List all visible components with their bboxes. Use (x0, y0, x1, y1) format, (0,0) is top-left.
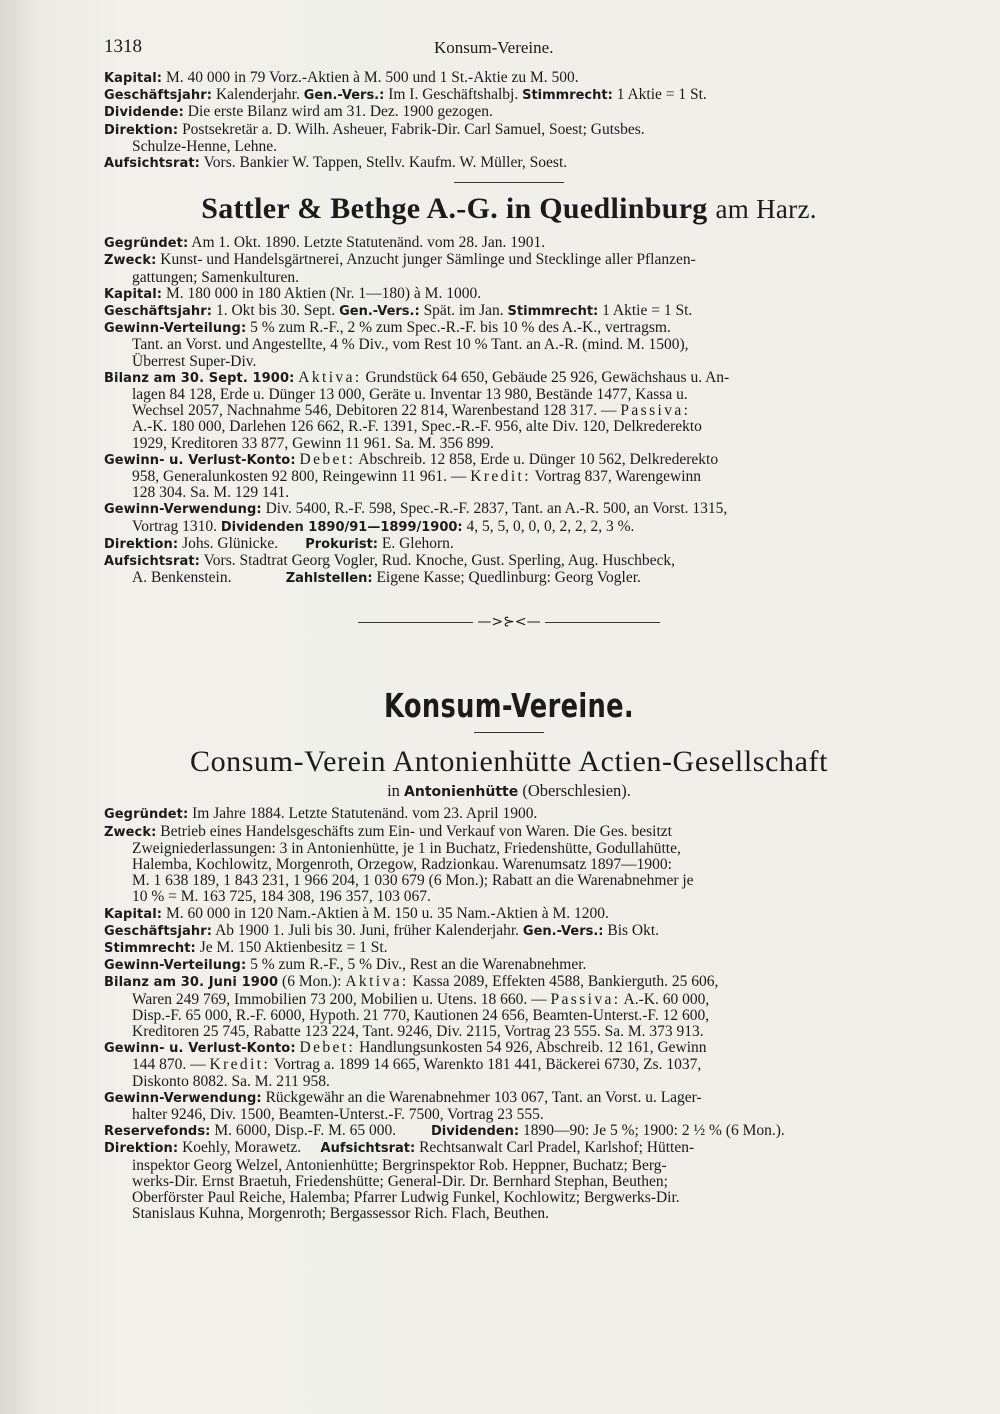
consum-zweck-text-2: Zweigniederlassungen: 3 in Antonienhütte, je 1 in Buchatz, Friedenshütte, Godullahütte, (132, 839, 681, 857)
label-reservefonds: Reservefonds: (104, 1124, 211, 1140)
label-gegruendet: Gegründet: (104, 807, 189, 823)
consum-gv-verwendung (104, 1090, 914, 1123)
company-title-consum: Consum-Verein Antonienhütte Actien-Gesellschaft (189, 745, 829, 779)
consum-direktion (104, 1140, 914, 1222)
sattler-st-text: 1 Aktie = 1 St. (602, 302, 693, 320)
prev-aufsichtsrat (104, 155, 914, 172)
sattler-gv-text: 5 % zum R.-F., 2 % zum Spec.-R.-F. bis 10 % des A.-K., vertragsm. (250, 319, 671, 337)
sattler-prokurist-text: E. Glehorn. (381, 534, 454, 552)
section-title-rule (474, 732, 544, 733)
ornament-line-right (545, 622, 660, 623)
consum-geschaeftsjahr (104, 923, 914, 940)
consum-gvk-text-2: 144 870. — (132, 1056, 206, 1074)
consum-ar-text-5: Stanislaus Kuhna, Morgenroth; Bergassessor Rich. Flach, Beuthen. (132, 1205, 550, 1223)
consum-gewinn-verteilung (104, 957, 914, 974)
section-ornament (104, 613, 914, 630)
sattler-gv-text: Spät. im Jan. (423, 302, 504, 320)
consum-ar-text: Rechtsanwalt Carl Pradel, Karlshof; Hütten- (419, 1139, 695, 1157)
label-stimmrecht: Stimmrecht: (104, 940, 196, 956)
label-dividenden: Dividenden 1890/91—1899/1900: (220, 519, 463, 535)
prev-kapital-text: M. 40 000 in 79 Vorz.-Aktien à M. 500 und 1 St.-Aktie zu M. 500. (165, 69, 579, 86)
consum-ar-text-4: Oberförster Paul Reiche, Halemba; Pfarrer Ludwig Funkel, Kochlowitz; Bergwerks-Dir. (132, 1189, 680, 1207)
sattler-bilanz-text-5: 1929, Kreditoren 33 877, Gewinn 11 961. Sa. M. 356 899. (132, 434, 494, 452)
page-content (104, 70, 914, 1222)
label-gen-vers: Gen.-Vers.: (522, 923, 604, 939)
sattler-bilanz-text: Grundstück 64 650, Gebäude 25 926, Gewächshaus u. An- (365, 368, 730, 386)
label-gen-vers: Gen.-Vers.: (339, 304, 420, 320)
ornament-line-left (358, 622, 473, 623)
sattler-gv-text-3: Überrest Super-Div. (132, 352, 257, 370)
consum-bilanz-pre: (6 Mon.): (282, 973, 342, 991)
sattler-bilanz-text-2: lagen 84 128, Erde u. Dünger 13 000, Geräte u. Inventar 13 980, Bestände 1477, Kassa u. (132, 386, 688, 404)
label-debet: Debet: (299, 1039, 356, 1057)
consum-ar-text-3: werks-Dir. Ernst Braetuh, Friedenshütte; General-Dir. Dr. Bernhard Stephan, Beuthen; (132, 1172, 668, 1190)
consum-gegruendet (104, 806, 914, 823)
sattler-gvk-text: Abschreib. 12 858, Erde u. Dünger 10 562, Delkrederekto (358, 450, 719, 468)
label-gewinn-verteilung: Gewinn-Verteilung: (104, 321, 247, 337)
page-header (104, 36, 904, 62)
consum-kapital (104, 906, 914, 923)
label-zweck: Zweck: (104, 253, 157, 269)
sattler-div-text: 4, 5, 5, 0, 0, 0, 2, 2, 2, 3 %. (466, 517, 635, 535)
label-kapital: Kapital: (104, 906, 163, 922)
label-gewinn-verwendung: Gewinn-Verwendung: (104, 502, 262, 518)
consum-gvk-text-3: Vortrag a. 1899 14 665, Warenkto 181 441, Bäckerei 6730, Zs. 1037, (273, 1056, 702, 1074)
label-gewinn-verwendung: Gewinn-Verwendung: (104, 1090, 262, 1106)
label-kredit: Kredit: (209, 1056, 271, 1074)
consum-bilanz-text: Kassa 2089, Effekten 4588, Bankierguth. 25 606, (412, 973, 719, 991)
label-aktiva: Aktiva: (345, 973, 409, 991)
consum-zweck-text-3: Halemba, Kochlowitz, Morgenroth, Orzegow, Radzionkau. Warenumsatz 1897—1900: (132, 855, 672, 873)
consum-gvv-text-2: halter 9246, Div. 1500, Beamten-Unterst.-F. 7500, Vortrag 23 555. (132, 1106, 544, 1123)
prev-direktion-text: Postsekretär a. D. Wilh. Asheuer, Fabrik-Dir. Carl Samuel, Soest; Gutsbes. (182, 120, 645, 138)
consum-reservefonds (104, 1123, 914, 1140)
consum-gvk-text: Handlungsunkosten 54 926, Abschreib. 12 161, Gewinn (359, 1039, 707, 1057)
consum-bilanz-text-2b: A.-K. 60 000, (623, 990, 710, 1008)
sattler-bilanz-text-3-wrap (104, 403, 914, 419)
label-aktiva: Aktiva: (298, 368, 362, 386)
label-zahlstellen: Zahlstellen: (285, 571, 373, 587)
sattler-aufsichtsrat (104, 553, 914, 587)
section-title: Konsum-Vereine. (384, 686, 634, 726)
label-passiva: Passiva: (620, 402, 691, 420)
sattler-kapital (104, 286, 914, 303)
consum-gvk-text-4: Diskonto 8082. Sa. M. 211 958. (132, 1072, 330, 1090)
label-aufsichtsrat: Aufsichtsrat: (104, 554, 200, 570)
sattler-zahl-text: Eigene Kasse; Quedlinburg: Georg Vogler. (376, 569, 641, 587)
label-geschaeftsjahr: Geschäftsjahr: (104, 923, 213, 939)
sattler-gv-konto (104, 452, 914, 502)
sattler-direktion-text: Johs. Glünicke. (182, 534, 279, 552)
consum-bilanz-line-2 (104, 992, 914, 1008)
sattler-bilanz-text-4: A.-K. 180 000, Darlehen 126 662, R.-F. 1391, Spec.-R.-F. 956, alte Div. 120, Delkrederekto (132, 418, 702, 436)
label-kapital: Kapital: (104, 71, 163, 86)
label-gegruendet: Gegründet: (104, 236, 189, 252)
sattler-gvk-line-2 (104, 469, 914, 485)
sattler-zweck-text: Kunst- und Handelsgärtnerei, Anzucht junger Sämlinge und Stecklinge aller Pflanzen- (160, 251, 696, 269)
sattler-gvv-text-2: Vortrag 1310. (132, 517, 217, 535)
sattler-kapital-text: M. 180 000 in 180 Aktien (Nr. 1—180) à M. 1000. (165, 284, 482, 302)
prev-gj-text: Kalenderjahr. (215, 86, 300, 104)
company-title-sattler (104, 191, 914, 227)
consum-zweck (104, 824, 914, 906)
consum-stimmrecht-text: Je M. 150 Aktienbesitz = 1 St. (199, 938, 388, 956)
sattler-gvk-text-4: 128 304. Sa. M. 129 141. (132, 484, 290, 502)
consum-zweck-text-4: M. 1 638 189, 1 843 231, 1 966 204, 1 030 679 (6 Mon.); Rabatt an die Warenabnehmer je (132, 872, 694, 890)
label-geschaeftsjahr: Geschäftsjahr: (104, 88, 213, 104)
prev-st-text: 1 Aktie = 1 St. (616, 86, 707, 104)
prev-dividende (104, 104, 914, 121)
sattler-ar-text: Vors. Stadtrat Georg Vogler, Rud. Knoche, Gust. Sperling, Aug. Huschbeck, (203, 552, 675, 570)
label-passiva: Passiva: (550, 990, 621, 1008)
sattler-geschaeftsjahr (104, 303, 914, 320)
prev-geschaeftsjahr (104, 87, 914, 104)
sattler-zweck (104, 252, 914, 285)
sattler-gegruendet-text: Am 1. Okt. 1890. Letzte Statutenänd. vom 28. Jan. 1901. (191, 234, 546, 252)
prev-kapital (104, 70, 914, 87)
consum-direktion-text: Koehly, Morawetz. (182, 1139, 302, 1157)
page-number: 1318 (104, 36, 142, 57)
consum-gv-text: Bis Okt. (607, 921, 660, 939)
company-title-main: Sattler & Bethge A.-G. in Quedlinburg (201, 192, 708, 226)
label-direktion: Direktion: (104, 536, 179, 552)
label-aufsichtsrat: Aufsichtsrat: (320, 1141, 416, 1157)
prev-direktion-text-2: Schulze-Henne, Lehne. (132, 137, 278, 155)
consum-bilanz-text-3: Disp.-F. 65 000, R.-F. 6000, Hypoth. 21 770, Kautionen 24 656, Beamten-Unterst.-F. 12 600, (132, 1006, 710, 1024)
consum-gvv-text: Rückgewähr an die Warenabnehmer 103 067, Tant. an Vorst. u. Lager- (265, 1088, 702, 1106)
label-dividenden: Dividenden: (430, 1124, 520, 1140)
entry-divider (454, 182, 564, 183)
company-location (104, 783, 914, 800)
sattler-bilanz-text-3: Wechsel 2057, Nachnahme 546, Debitoren 22 814, Warenbestand 128 317. — (132, 402, 617, 420)
consum-div-text: 1890—90: Je 5 %; 1900: 2 ½ % (6 Mon.). (523, 1122, 785, 1140)
label-geschaeftsjahr: Geschäftsjahr: (104, 304, 213, 320)
consum-gvk-line-2 (104, 1057, 914, 1073)
sattler-direktion (104, 536, 914, 553)
prev-dividende-text: Die erste Bilanz wird am 31. Dez. 1900 gezogen. (187, 103, 493, 121)
sattler-bilanz (104, 370, 914, 452)
label-gv-konto: Gewinn- u. Verlust-Konto: (104, 1041, 296, 1057)
label-gen-vers: Gen.-Vers.: (303, 88, 385, 104)
sattler-gv-text-2: Tant. an Vorst. und Angestellte, 4 % Div., vom Rest 10 % Tant. an A.-R. (mind. M. 1500), (132, 336, 689, 354)
label-stimmrecht: Stimmrecht: (507, 304, 599, 320)
label-bilanz: Bilanz am 30. Sept. 1900: (104, 370, 295, 386)
running-title: Konsum-Vereine. (434, 38, 554, 57)
label-aufsichtsrat: Aufsichtsrat: (104, 156, 200, 172)
label-kapital: Kapital: (104, 286, 163, 302)
label-kredit: Kredit: (470, 468, 531, 486)
consum-ar-text-2: inspektor Georg Welzel, Antonienhütte; Bergrinspektor Rob. Heppner, Buchatz; Berg- (132, 1156, 667, 1174)
label-zweck: Zweck: (104, 824, 157, 840)
label-gv-konto: Gewinn- u. Verlust-Konto: (104, 452, 296, 468)
prev-direktion (104, 122, 914, 155)
sattler-gvv-text: Div. 5400, R.-F. 598, Spec.-R.-F. 2837, Tant. an A.-R. 500, an Vorst. 1315, (265, 500, 728, 518)
consum-stimmrecht (104, 940, 914, 957)
consum-gegruendet-text: Im Jahre 1884. Letzte Statutenänd. vom 23. April 1900. (192, 805, 538, 823)
ornament-center: —>⊱<— (477, 613, 541, 630)
location-region: (Oberschlesien). (522, 781, 631, 801)
company-title-suffix: am Harz. (715, 194, 817, 225)
label-dividende: Dividende: (104, 105, 184, 121)
consum-gj-text: Ab 1900 1. Juli bis 30. Juni, früher Kalenderjahr. (215, 921, 520, 939)
label-debet: Debet: (299, 450, 356, 468)
label-prokurist: Prokurist: (305, 536, 378, 552)
consum-bilanz-text-4: Kreditoren 25 745, Rabatte 123 224, Tant. 9246, Div. 2115, Vortrag 23 555. Sa. M. 373 913. (132, 1022, 704, 1040)
sattler-zweck-text-2: gattungen; Samenkulturen. (132, 268, 300, 286)
consum-gv-konto (104, 1040, 914, 1090)
label-direktion: Direktion: (104, 1141, 179, 1157)
location-prefix: in (387, 781, 400, 801)
consum-gvt-text: 5 % zum R.-F., 5 % Div., Rest an die Warenabnehmer. (250, 956, 587, 974)
location-name: Antonienhütte (404, 784, 519, 801)
sattler-gewinn-verteilung (104, 320, 914, 370)
sattler-gvk-text-2: 958, Generalunkosten 92 800, Reingewinn 11 961. — (132, 468, 467, 486)
sattler-ar-text-2: A. Benkenstein. (132, 569, 232, 587)
consum-zweck-text: Betrieb eines Handelsgeschäfts zum Ein- und Verkauf von Waren. Die Ges. besitzt (160, 822, 672, 840)
consum-reserve-text: M. 6000, Disp.-F. M. 65 000. (214, 1122, 397, 1140)
label-gewinn-verteilung: Gewinn-Verteilung: (104, 958, 247, 974)
prev-gv-text: Im I. Geschäftshalbj. (388, 86, 519, 104)
consum-bilanz-text-2: Waren 249 769, Immobilien 73 200, Mobilien u. Utens. 18 660. — (132, 990, 547, 1008)
sattler-gegruendet (104, 235, 914, 252)
label-direktion: Direktion: (104, 122, 179, 138)
sattler-gvk-text-3: Vortrag 837, Warengewinn (534, 468, 702, 486)
label-stimmrecht: Stimmrecht: (522, 88, 613, 104)
sattler-gv-verwendung (104, 501, 914, 535)
sattler-ar-line-2 (104, 570, 914, 587)
label-bilanz: Bilanz am 30. Juni 1900 (104, 975, 279, 991)
consum-kapital-text: M. 60 000 in 120 Nam.-Aktien à M. 150 u. 35 Nam.-Aktien à M. 1200. (165, 904, 609, 922)
prev-aufsichtsrat-text: Vors. Bankier W. Tappen, Stellv. Kaufm. W. Müller, Soest. (203, 154, 568, 172)
consum-zweck-text-5: 10 % = M. 163 725, 184 308, 196 357, 103 067. (132, 888, 431, 906)
sattler-gj-text: 1. Okt bis 30. Sept. (215, 302, 336, 320)
consum-bilanz (104, 974, 914, 1040)
sattler-gvv-line-2 (104, 519, 914, 536)
